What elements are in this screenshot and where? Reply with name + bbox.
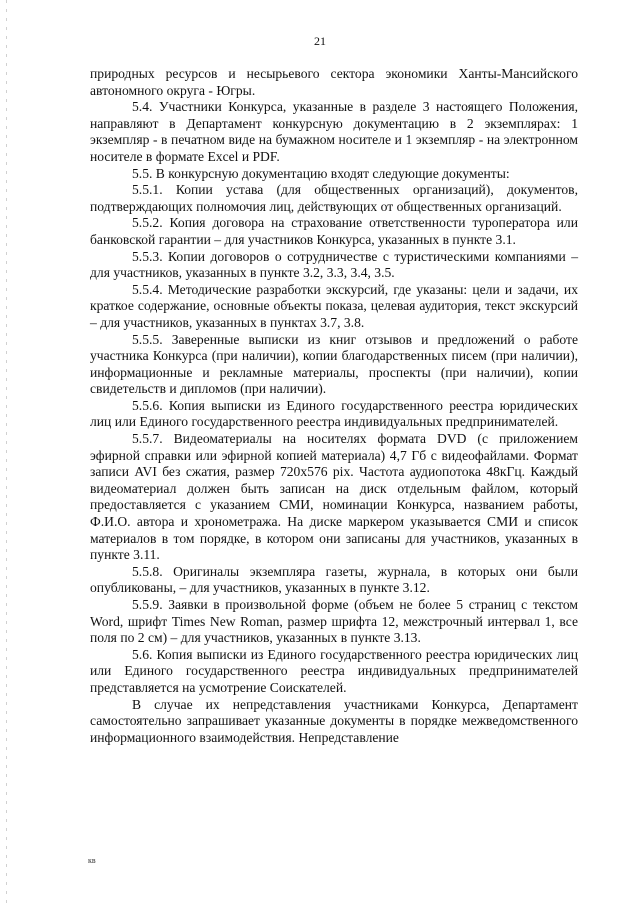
paragraph-non-submission: В случае их непредставления участниками Конкурса, Департамент самостоятельно запрашивает указанные документы в порядке межведомственного информационного взаимодействия. Непредставление: [90, 696, 578, 745]
paragraph-5-5-9: 5.5.9. Заявки в произвольной форме (объем не более 5 страниц с текстом Word, шрифт Times New Roman, размер шрифта 12, межстрочный интервал 1, все поля по 2 см) – для участников, указанных в пункте 3.13.: [90, 597, 578, 646]
footer-initials: кв: [88, 856, 96, 865]
paragraph-5-5-4: 5.5.4. Методические разработки экскурсий, где указаны: цели и задачи, их краткое содержание, основные объекты показа, целевая аудитория, текст экскурсий – для участников, указанных в пунктах 3.7, 3.8.: [90, 281, 578, 330]
document-body: [90, 66, 578, 746]
paragraph-5-5-2: 5.5.2. Копия договора на страхование ответственности туроператора или банковской гарантии – для участников Конкурса, указанных в пункте 3.1.: [90, 215, 578, 247]
page-number: 21: [314, 34, 326, 48]
paragraph-5-5-8: 5.5.8. Оригиналы экземпляра газеты, журнала, в которых они были опубликованы, – для участников, указанных в пункте 3.12.: [90, 563, 578, 596]
paragraph-5-5-3: 5.5.3. Копии договоров о сотрудничестве с туристическими компаниями – для участников, указанных в пункте 3.2, 3.3, 3.4, 3.5.: [90, 248, 578, 281]
paragraph-continuation: природных ресурсов и несырьевого сектора экономики Ханты-Мансийского автономного округа - Югры.: [90, 66, 578, 98]
paragraph-5-5: 5.5. В конкурсную документацию входят следующие документы:: [132, 165, 510, 181]
paragraph-5-6: 5.6. Копия выписки из Единого государственного реестра юридических лиц или Единого государственного реестра индивидуальных предпринимателей представляется на усмотрение Соискателей.: [90, 646, 578, 695]
paragraph-5-5-5: 5.5.5. Заверенные выписки из книг отзывов и предложений о работе участника Конкурса (при наличии), копии благодарственных писем (при наличии), информационные и рекламные материалы, проспекты (при наличии), копии свидетельств и дипломов (при наличии).: [90, 331, 578, 397]
paragraph-5-5-7: 5.5.7. Видеоматериалы на носителях формата DVD (с приложением эфирной справки или эфирной копией материала) 4,7 Гб с видеофайлами. Формат записи AVI без сжатия, размер 720х576 pix. Частота аудиопотока 48кГц. Каждый видеоматериал должен быть записан на диск отдельным файлом, который предоставляется с указанием СМИ, номинации Конкурса, названием работы, Ф.И.О. автора и хронометража. На диске маркером указывается СМИ и список материалов в том порядке, в котором они записаны для участников, указанных в пункте 3.11.: [90, 431, 578, 563]
paragraph-5-4: 5.4. Участники Конкурса, указанные в разделе 3 настоящего Положения, направляют в Департамент конкурсную документацию в 2 экземплярах: 1 экземпляр - в печатном виде на бумажном носителе и 1 экземпляр - на электронном носителе в формате Excel и PDF.: [90, 99, 578, 164]
paragraph-5-5-1: 5.5.1. Копии устава (для общественных организаций), документов, подтверждающих полномочия лиц, действующих от общественных организаций.: [90, 182, 578, 214]
scan-edge-dots: [6, 0, 7, 905]
paragraph-5-5-6: 5.5.6. Копия выписки из Единого государственного реестра юридических лиц или Единого государственного реестра индивидуальных предпринимателей.: [90, 397, 578, 430]
